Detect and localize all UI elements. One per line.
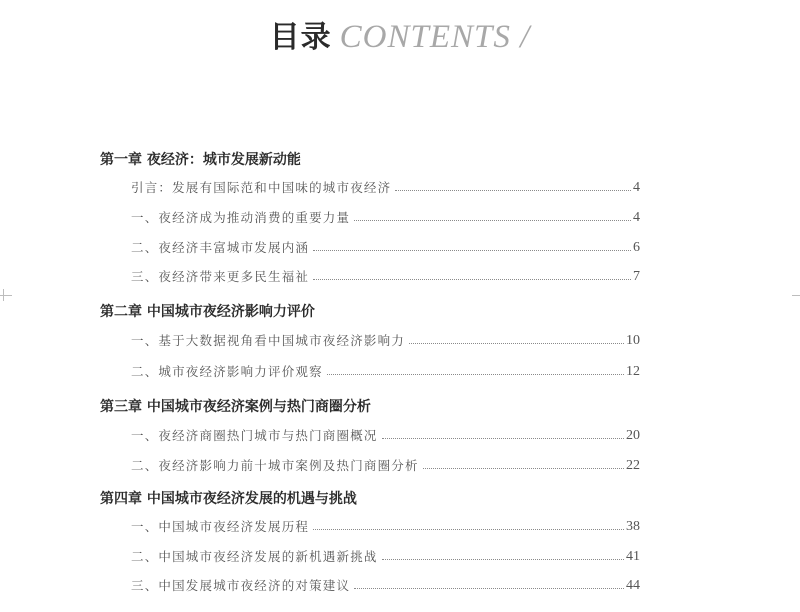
entry-page-number: 41 xyxy=(626,549,640,564)
entry-label: 二、中国城市夜经济发展的新机遇新挑战 xyxy=(131,549,378,564)
toc-entry[interactable] xyxy=(131,329,640,349)
entry-label: 三、中国发展城市夜经济的对策建议 xyxy=(131,578,351,593)
toc-entry[interactable] xyxy=(131,265,640,285)
entry-page-number: 20 xyxy=(626,428,640,443)
dot-leader xyxy=(313,279,631,280)
toc-entry[interactable] xyxy=(131,360,640,380)
entry-page-number: 4 xyxy=(633,210,640,225)
entry-label: 引言：发展有国际范和中国味的城市夜经济 xyxy=(131,180,392,195)
dot-leader xyxy=(382,559,624,560)
toc-entry[interactable] xyxy=(131,176,640,196)
dot-leader xyxy=(409,343,624,344)
title-english: CONTENTS / xyxy=(339,19,531,55)
entry-page-number: 7 xyxy=(633,269,640,284)
entry-page-number: 10 xyxy=(626,333,640,348)
dot-leader xyxy=(423,468,624,469)
chapter-3-heading[interactable]: 第三章 中国城市夜经济案例与热门商圈分析 xyxy=(100,399,371,415)
dot-leader xyxy=(354,220,631,221)
entry-label: 一、夜经济成为推动消费的重要力量 xyxy=(131,210,351,225)
entry-label: 二、城市夜经济影响力评价观察 xyxy=(131,364,323,379)
dot-leader xyxy=(354,588,624,589)
chapter-1-heading[interactable]: 第一章 夜经济：城市发展新动能 xyxy=(100,152,301,168)
chapter-4-heading[interactable]: 第四章 中国城市夜经济发展的机遇与挑战 xyxy=(100,491,357,507)
entry-page-number: 6 xyxy=(633,240,640,255)
crop-mark-right-horizontal xyxy=(792,295,800,296)
entry-page-number: 22 xyxy=(626,458,640,473)
entry-label: 三、夜经济带来更多民生福祉 xyxy=(131,269,310,284)
crop-mark-left-vertical xyxy=(3,289,4,301)
dot-leader xyxy=(395,190,631,191)
toc-entry[interactable] xyxy=(131,545,640,565)
dot-leader xyxy=(327,374,624,375)
entry-page-number: 12 xyxy=(626,364,640,379)
entry-label: 二、夜经济丰富城市发展内涵 xyxy=(131,240,310,255)
entry-page-number: 38 xyxy=(626,519,640,534)
toc-entry[interactable] xyxy=(131,236,640,256)
entry-page-number: 44 xyxy=(626,578,640,593)
dot-leader xyxy=(313,529,624,530)
toc-entry[interactable] xyxy=(131,454,640,474)
page-title xyxy=(0,12,800,56)
entry-label: 一、中国城市夜经济发展历程 xyxy=(131,519,310,534)
chapter-2-heading[interactable]: 第二章 中国城市夜经济影响力评价 xyxy=(100,304,315,320)
entry-label: 二、夜经济影响力前十城市案例及热门商圈分析 xyxy=(131,458,419,473)
toc-entry[interactable] xyxy=(131,206,640,226)
dot-leader xyxy=(313,250,631,251)
crop-mark-left-horizontal xyxy=(0,295,12,296)
entry-label: 一、基于大数据视角看中国城市夜经济影响力 xyxy=(131,333,406,348)
toc-entry[interactable] xyxy=(131,424,640,444)
toc-entry[interactable] xyxy=(131,574,640,594)
entry-page-number: 4 xyxy=(633,180,640,195)
dot-leader xyxy=(382,438,624,439)
entry-label: 一、夜经济商圈热门城市与热门商圈概况 xyxy=(131,428,378,443)
title-chinese: 目录 xyxy=(269,20,332,55)
toc-entry[interactable] xyxy=(131,515,640,535)
